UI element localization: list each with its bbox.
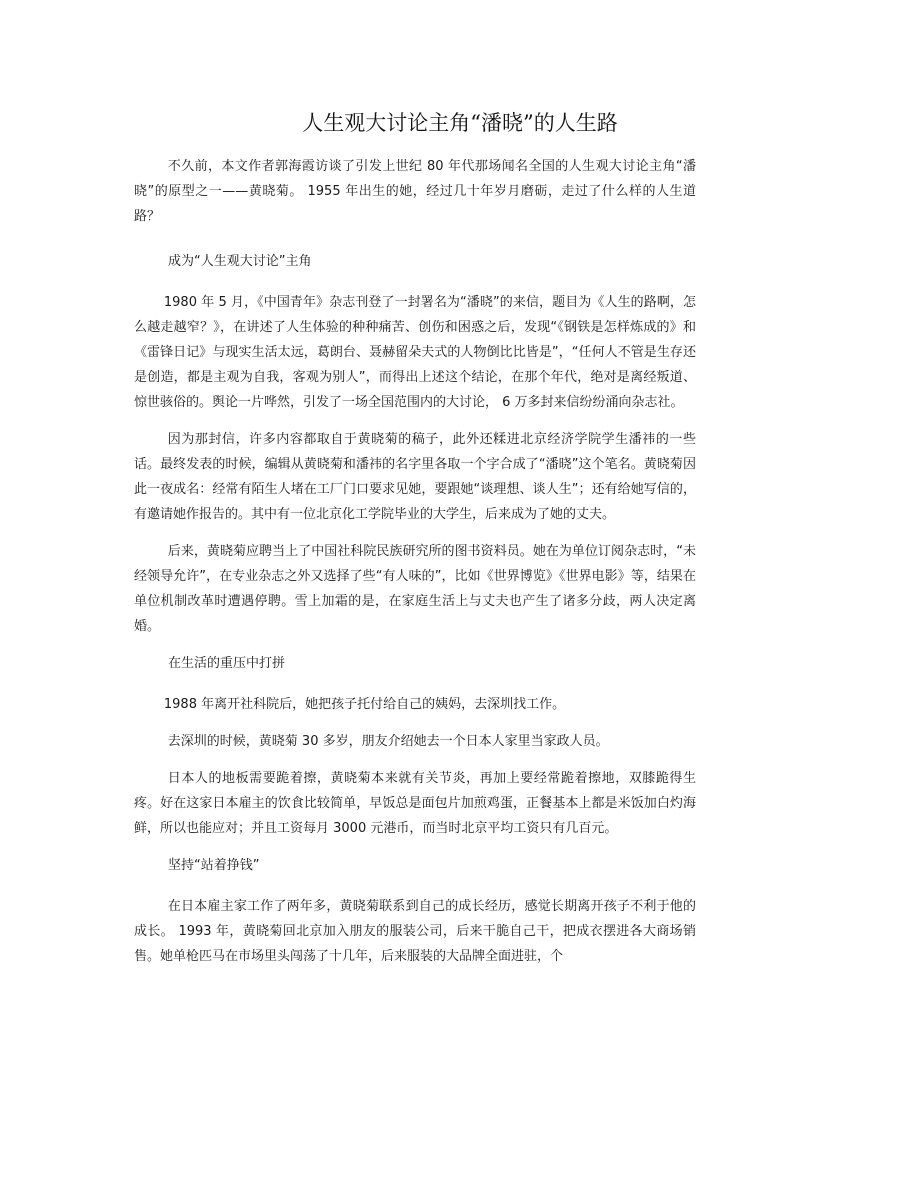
- body-paragraph: 在日本雇主家工作了两年多，黄晓菊联系到自己的成长经历，感觉长期离开孩子不利于他的成长。 1993 年，黄晓菊回北京加入朋友的服装公司，后来干脆自己干，把成衣摆进各大商场销售。她单枪匹马在市场里头闯荡了十几年，后来服装的大品牌全面进驻，个: [134, 899, 696, 964]
- article-title: 人生观大讨论主角“潘晓”的人生路: [302, 111, 618, 135]
- article-body: [134, 154, 696, 981]
- body-paragraph: 1980 年 5 月，《中国青年》杂志刊登了一封署名为“潘晓”的来信，题目为《人生的路啊，怎么越走越窄？》，在讲述了人生体验的种种痛苦、创伤和困惑之后，发现“《钢铁是怎样炼成的》和《雷锋日记》与现实生活太远，葛朗台、聂赫留朵夫式的人物倒比比皆是”，“任何人不管是生存还是创造，都是主观为自我，客观为别人”，而得出上述这个结论，在那个年代，绝对是离经叛道、惊世骇俗的。舆论一片哗然，引发了一场全国范围内的大讨论， 6 万多封来信纷纷涌向杂志社。: [134, 295, 696, 410]
- body-paragraph: 因为那封信，许多内容都取自于黄晓菊的稿子，此外还糅进北京经济学院学生潘祎的一些话。最终发表的时候，编辑从黄晓菊和潘祎的名字里各取一个字合成了“潘晓”这个笔名。黄晓菊因此一夜成名：经常有陌生人堵在工厂门口要求见她，要跟她“谈理想、谈人生”；还有给她写信的，有邀请她作报告的。其中有一位北京化工学院毕业的大学生，后来成为了她的丈夫。: [134, 432, 696, 522]
- section-heading-3: 坚持“站着挣钱”: [168, 858, 260, 873]
- intro-paragraph: 不久前，本文作者郭海霞访谈了引发上世纪 80 年代那场闻名全国的人生观大讨论主角“潘晓”的原型之一——黄晓菊。 1955 年出生的她，经过几十年岁月磨砺，走过了什么样的人生道路？: [134, 159, 696, 224]
- section-heading-1: 成为“人生观大讨论”主角: [168, 254, 312, 269]
- body-paragraph: 后来，黄晓菊应聘当上了中国社科院民族研究所的图书资料员。她在为单位订阅杂志时，“未经领导允许”，在专业杂志之外又选择了些“有人味的”，比如《世界博览》《世界电影》等，结果在单位机制改革时遭遇停聘。雪上加霜的是，在家庭生活上与丈夫也产生了诸多分歧，两人决定离婚。: [134, 544, 696, 634]
- section-heading-2: 在生活的重压中打拼: [168, 656, 286, 671]
- body-paragraph: 去深圳的时候，黄晓菊 30 多岁，朋友介绍她去一个日本人家里当家政人员。: [167, 734, 609, 749]
- body-paragraph: 日本人的地板需要跪着擦，黄晓菊本来就有关节炎，再加上要经常跪着擦地，双膝跪得生疼。好在这家日本雇主的饮食比较简单，早饭总是面包片加煎鸡蛋，正餐基本上都是米饭加白灼海鲜，所以也能应对；并且工资每月 3000 元港币，而当时北京平均工资只有几百元。: [134, 771, 696, 836]
- body-paragraph: 1988 年离开社科院后，她把孩子托付给自己的姨妈，去深圳找工作。: [163, 697, 566, 712]
